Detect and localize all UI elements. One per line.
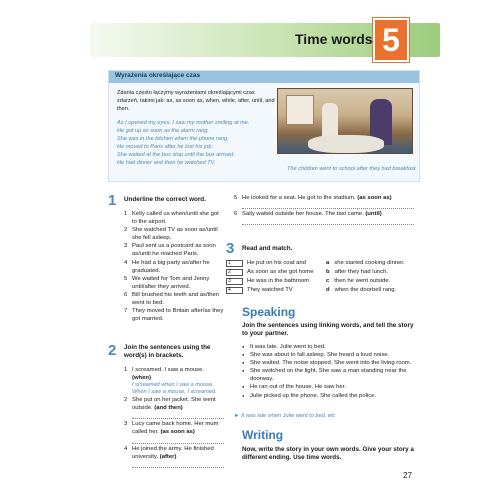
list-item: 4 He joined the army. He finished university. (after) [124, 445, 224, 468]
exercise-2-heading: Join the sentences using the word(s) in brackets. [124, 344, 211, 359]
exercise-1-list [124, 210, 224, 323]
grammar-box-intro: Zdania często łączymy wyrażeniami określającymi czas zdarzeń, takimi jak: as, as soon as, when, while, after, until, and then. [117, 90, 275, 112]
answer-line[interactable] [242, 202, 414, 209]
example-line: She waited at the bus stop until the bus arrived. [117, 152, 235, 158]
speaking-example: ► It was late when Julie went to bed, etc [234, 413, 336, 419]
writing-title: Writing [242, 428, 284, 442]
speaking-bullets [242, 343, 414, 400]
photo-window [286, 95, 314, 125]
list-item: 2 She put on her jacket. She went outside. (and then) [124, 396, 224, 419]
list-item: ● Julie picked up the phone. She called the police. [242, 392, 414, 400]
answer-line[interactable] [132, 461, 224, 468]
exercise-1-number: 1 [108, 192, 117, 209]
answer-line[interactable] [132, 437, 224, 444]
writing-instruction: Now, write the story in your own words. Give your story a different ending. Use time words. [242, 446, 414, 461]
exercise-2-number: 2 [108, 342, 117, 359]
grammar-box [108, 70, 420, 182]
example-answer: I screamed when I saw a mouse. When I saw a mouse, I screamed. [132, 382, 217, 396]
grammar-box-examples [117, 119, 277, 167]
grammar-box-title: Wyrażenia określające czas [115, 72, 201, 79]
grammar-box-header [109, 71, 419, 83]
exercise-3-heading: Read and match. [242, 245, 293, 252]
page-title: Time words [295, 31, 373, 47]
list-item: 6 Bill brushed his teeth and as/then went to bed. [124, 291, 220, 307]
list-item: ● She was about to fall asleep. She heard a loud noise. [242, 351, 414, 359]
list-item: ● She waited. The noise stopped. She went into the living room. [242, 359, 414, 367]
example-line: She was in the kitchen when the phone rang. [117, 136, 229, 142]
photo-table [308, 135, 384, 153]
match-right-item: a she started cooking dinner. [326, 260, 405, 266]
list-item: ● He ran out of the house. He saw her. [242, 383, 414, 391]
list-item: 7 They moved to Britain after/as they got married. [124, 308, 224, 323]
unit-badge: 5 [373, 18, 409, 62]
example-line: As I opened my eyes, I saw my mother smiling at me. [117, 120, 250, 126]
list-item: 1 I screamed. I saw a mouse. (when) I screamed when I saw a mouse. When I saw a mouse, I screamed. [124, 366, 224, 396]
photo-caption: The children went to school after they had breakfast. [287, 166, 417, 172]
match-left-item[interactable]: 1 He put on his coat and [228, 259, 306, 266]
match-left-item[interactable]: 4 They watched TV [228, 286, 293, 293]
list-item: 4 He had a big party as/after he graduated. [124, 259, 210, 274]
list-item: 3 Paul sent us a postcard as soon as/until he reached Paris. [124, 243, 216, 258]
match-right-item: d when the doorbell rang. [326, 287, 397, 293]
list-item: ● She switched on the light. She saw a man standing near the doorway. [242, 367, 414, 383]
list-item: 5 We waited for Tom and Jenny until/after they arrived. [124, 275, 210, 290]
list-item: 5 He looked for a seat. He got to the stadium. (as soon as) [234, 194, 414, 209]
list-item: 1 Kelly called us when/until she got to the airport. [124, 211, 219, 226]
example-line: He had dinner and then he watched TV. [117, 160, 216, 166]
speaking-instruction: Join the sentences using linking words, and tell the story to your partner. [242, 322, 414, 337]
list-item: 3 Lucy came back home. Her mum called her. (as soon as) [124, 420, 224, 443]
match-left-item[interactable]: 3 He was in the bathroom [228, 277, 310, 284]
speaking-title: Speaking [242, 305, 296, 319]
family-photo [277, 88, 413, 154]
exercise-3-number: 3 [226, 240, 235, 257]
answer-line[interactable] [242, 218, 414, 225]
page-number: 27 [403, 471, 412, 480]
match-right-item: c then he went outside. [326, 278, 391, 284]
example-line: He moved to Paris after he lost his job. [117, 144, 214, 150]
exercise-1-heading: Underline the correct word. [124, 196, 206, 203]
answer-line[interactable] [132, 412, 224, 419]
list-item: 2 She watched TV as soon as/until she fell asleep. [124, 227, 218, 242]
match-left-item[interactable]: 2 As soon as she got home [228, 268, 314, 275]
exercise-2-list [124, 366, 224, 469]
list-item: ● It was late. Julie went to bed. [242, 343, 414, 351]
match-right-item: b after they had lunch. [326, 269, 388, 275]
example-line: He got up as soon as the alarm rang. [117, 128, 210, 134]
list-item: 6 Sally waited outside her house. The taxi came. (until) [234, 210, 414, 225]
exercise-2-list-continued [234, 194, 414, 226]
